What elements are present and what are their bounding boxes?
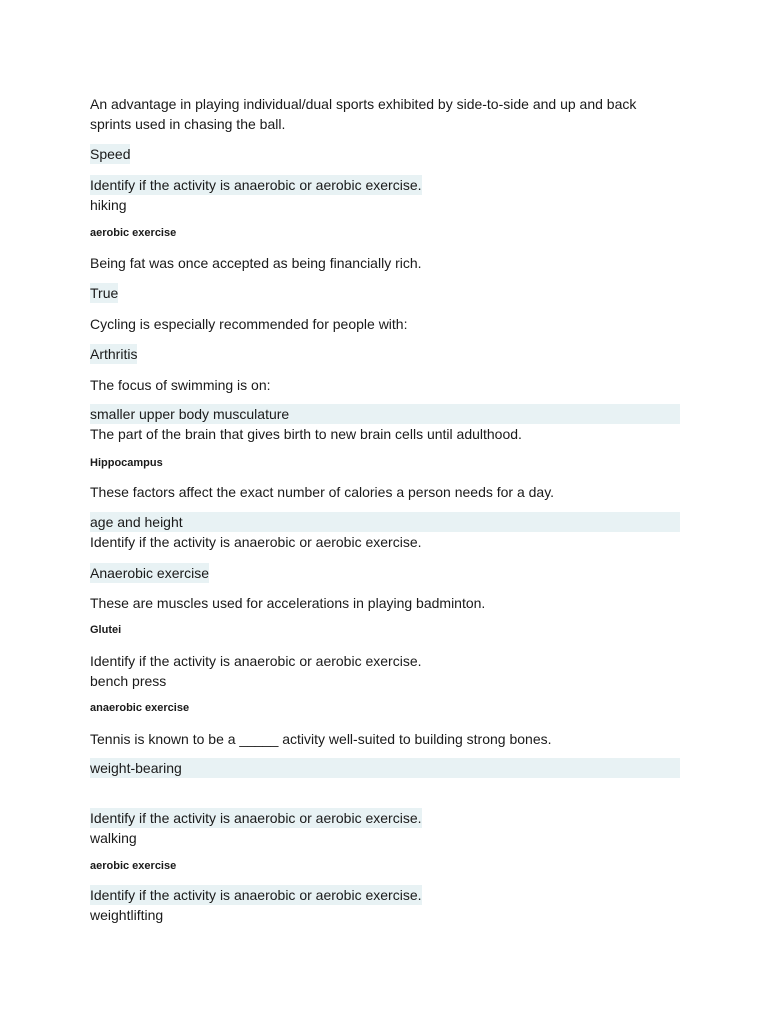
answer-text: Arthritis <box>90 346 138 362</box>
question-text: An advantage in playing individual/dual sports exhibited by side-to-side and up and back <box>90 96 637 112</box>
question-text: The part of the brain that gives birth to new brain cells until adulthood. <box>90 426 522 442</box>
activity-text: bench press <box>90 673 167 689</box>
answer-text: smaller upper body musculature <box>90 404 680 424</box>
question-text: These are muscles used for accelerations in playing badminton. <box>90 595 486 611</box>
answer-text: age and height <box>90 512 680 532</box>
question-text: These factors affect the exact number of calories a person needs for a day. <box>90 484 555 500</box>
question-text: Being fat was once accepted as being financially rich. <box>90 255 422 271</box>
answer-text: weight-bearing <box>90 758 680 778</box>
answer-text: anaerobic exercise <box>90 702 190 714</box>
question-text: sprints used in chasing the ball. <box>90 116 286 132</box>
answer-text: Hippocampus <box>90 457 163 469</box>
question-text: Identify if the activity is anaerobic or aerobic exercise. <box>90 177 422 193</box>
question-text: Tennis is known to be a _____ activity well-suited to building strong bones. <box>90 731 552 747</box>
answer-text: True <box>90 285 119 301</box>
question-text: Identify if the activity is anaerobic or aerobic exercise. <box>90 810 422 826</box>
activity-text: walking <box>90 830 137 846</box>
question-text: Cycling is especially recommended for people with: <box>90 316 408 332</box>
activity-text: hiking <box>90 197 127 213</box>
answer-text: aerobic exercise <box>90 227 177 239</box>
answer-text: Anaerobic exercise <box>90 565 210 581</box>
activity-text: weightlifting <box>90 907 164 923</box>
question-text: Identify if the activity is anaerobic or aerobic exercise. <box>90 887 422 903</box>
answer-text: Speed <box>90 146 131 162</box>
answer-text: aerobic exercise <box>90 860 177 872</box>
question-text: Identify if the activity is anaerobic or aerobic exercise. <box>90 534 422 550</box>
answer-text: Glutei <box>90 624 122 636</box>
question-text: Identify if the activity is anaerobic or aerobic exercise. <box>90 653 422 669</box>
question-text: The focus of swimming is on: <box>90 377 271 393</box>
